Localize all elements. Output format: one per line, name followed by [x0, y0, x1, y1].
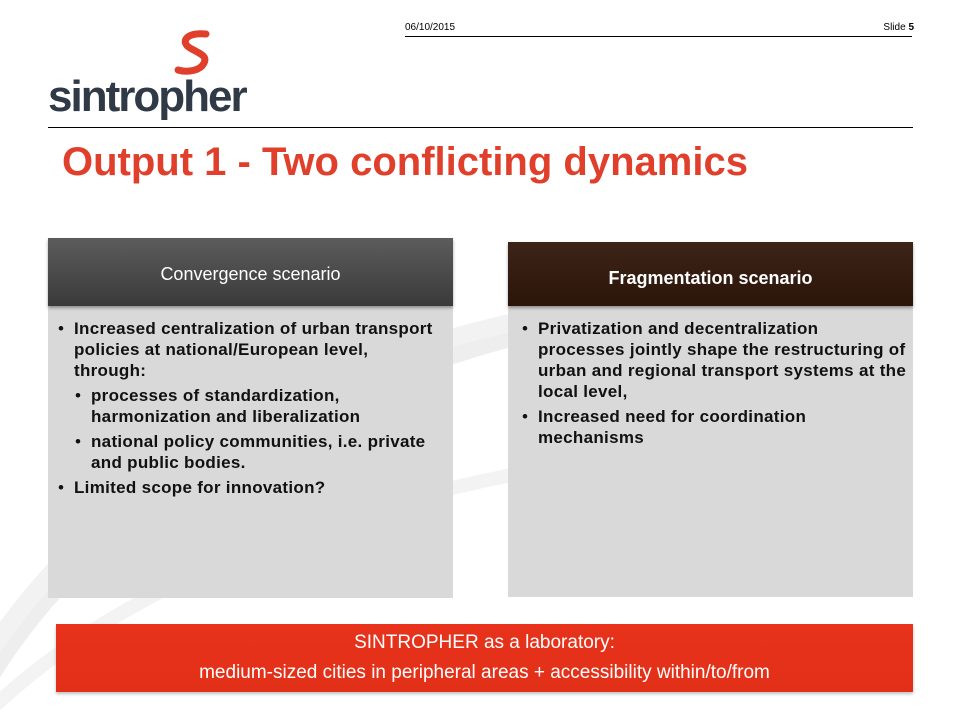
slide-number-value: 5 [908, 22, 914, 33]
list-item: • Privatization and decentralization processes jointly shape the restructuring of urban and regional transport systems at the local level, [522, 318, 907, 402]
logo-s-icon [166, 28, 226, 78]
fragmentation-header: Fragmentation scenario [508, 242, 913, 306]
banner-line-1: SINTROPHER as a laboratory: [354, 632, 615, 653]
convergence-list [58, 318, 443, 498]
slide-number [883, 22, 914, 33]
slide-label: Slide [883, 22, 906, 33]
list-item: • national policy communities, i.e. private and public bodies. [75, 431, 443, 473]
fragmentation-list [522, 318, 907, 448]
logo-wordmark: sintropher [48, 72, 246, 121]
slide-date: 06/10/2015 [405, 22, 456, 33]
laboratory-banner [56, 624, 913, 692]
sintropher-logo [48, 28, 246, 121]
list-item: • processes of standardization, harmonization and liberalization [75, 385, 443, 427]
convergence-header: Convergence scenario [48, 238, 453, 306]
title-rule [48, 127, 913, 128]
list-item: • Increased need for coordination mechanisms [522, 406, 907, 448]
header-rule [405, 36, 912, 37]
list-item: • Limited scope for innovation? [58, 477, 443, 498]
list-item: • Increased centralization of urban transport policies at national/European level, through: [58, 318, 443, 381]
slide-title: Output 1 - Two conflicting dynamics [62, 140, 748, 184]
banner-line-2: medium-sized cities in peripheral areas + accessibility within/to/from [199, 662, 770, 683]
